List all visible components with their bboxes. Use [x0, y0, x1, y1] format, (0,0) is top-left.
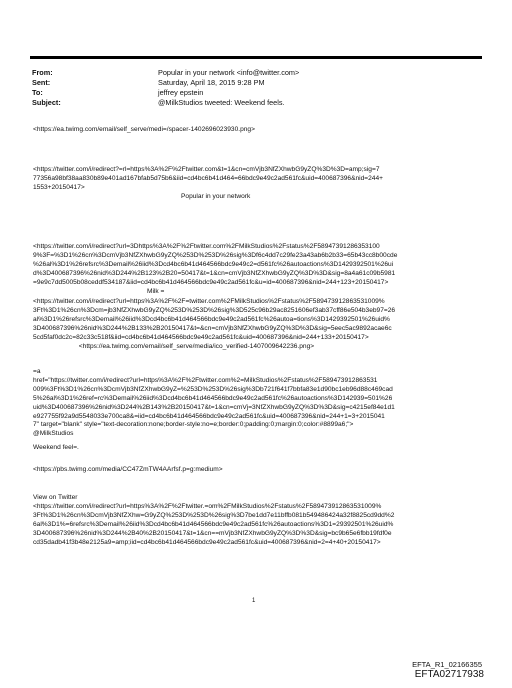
popular-label: Popular in your network [181, 193, 251, 200]
view-on-twitter-label: View on Twitter [33, 494, 78, 501]
header-divider [30, 56, 482, 59]
milk-name: Milk = [147, 288, 165, 295]
spacer-link: <https://ea.twimg.com/email/self_serve/medi=/spacer-1402696023930.png> [33, 126, 255, 133]
page-number: 1 [252, 598, 256, 604]
milk-redirect-block: <https://twitter.com/i/redirect?url=3Dhttps%3A%2F%2Ftwitter.com%2FMilkStudios%2Fstatus%2F58947391286353100 9%3F=%3D1%26cn%3DcmVjb3NfZXhwbG9yZQ%253D%253D%26sig%3Df6c4dd7c29fe23a43ab6b2b33=65b43cc8b00cde %26al%3D1%26refsrc%3Demail%26iid%3Dcd4bc6b41d464566bdc9e49c2=d561fc%26autoactions%3D1429392501%26ui d%3D400687396%26nid%3D244%2B123%2B20=50417&t=1&cn=cmVjb3NfZXhwbG9yZQ%3D%3D&sig=8a4a61c09b5981 =9e9c7dd5005b08ceddf534187&iid=cd4bc6b41d464566bdc9e49c2ad561fc&u=id=400687396&nid=244+123+20150417> [33, 243, 398, 286]
subject-label: Subject: [32, 98, 61, 107]
from-value: Popular in your network <info@twitter.com> [158, 68, 300, 77]
redirect-block: <https://twitter.com/i/redirect?=rl=https%3A%2F%2Ftwitter.com&t=1&cn=cmVjb3NfZXhwbG9yZQ%3D%3D=amp;sig=7 77356a98bf38aa830b89e401ad167bfab5d75b6&iid=cd4bc6b41d464=66bdc9e49c2ad561fc&uid=400687396&nid=244+ 1553+20150417> [33, 166, 383, 191]
verified-redirect-block: <https://twitter.com/i/redirect?url=https%3A%2F%2F=twitter.com%2FMilkStudios%2Fstatus%2F589473912863531009% 3Ft%3D1%26cn%3Dcm=jb3NfZXhwbG9yZQ%253D%253D%26sig%3D525c96b29ac8251606ef3ab37cff86e504b3eb97=26 al%3D1%26refsrc%3Demail%26iid%3Dcd4bc6b41d464566bdc9e49c2ad561fc%26autoa=tions%3D1429392501%26uid% 3D400687396%26nid%3D244%2B133%2B20150417&t=&cn=cmVjb3NfZXhwbG9yZQ%3D%3D&sig=5eec5ac9892acae6c 5cd5faf0dc2c=82c33c518f&iid=cd4bc6b41d464566bdc9e49c2ad561fc&uid=400687396&nid=244+133+20150417> <https://ea.twimg.com/email/self_serve/media/ico_verified-1407009642236.png> [33, 298, 396, 350]
from-label: From: [32, 68, 53, 77]
anchor-block: =a href="https://twitter.com/i/redirect?url=https%3A%2F%2Ftwitter.com%2=MilkStudios%2Fstatus%2F589473912863531 009%3Ft%3D1%26cn%3DcmVjb3NfZXhwbG9yZ=%253D%253D%26sig%3Db721f641f7bbfa83e1d90bc1eb96d88c469cad 5%26al%3D1%26ref=rc%3Demail%26iid%3Dcd4bc6b41d464566bdc9e49c2ad561fc%26autoactions%3D142939=501%26 uid%3D400687396%26nid%3D244%2B143%2B20150417&t=1&cn=cmVj=3NfZXhwbG9yZQ%3D%3D&sig=c4215ef84e1d1 e927755f92a9d5548033e700ca8&=iid=cd4bc6b41d464566bdc9e49c2ad561fc&uid=400687396&nid=244+1=3+2015041 7" target="blank" style="text-decoration:none;border-style:no=e;border:0;padding:0;margin:0;color:#8899a6;"> @MilkStudios [33, 368, 395, 438]
footer-bates-number: EFTA02717938 [414, 669, 484, 680]
email-header [32, 68, 482, 108]
view-redirect-block: <https://twitter.com/i/redirect?url=https%3A%2F%2Ftwitter.=om%2FMilkStudios%2Fstatus%2F589473912863531009% 3Ft%3D1%26cn%3DcmVjb3NfZXhw=G9yZQ%253D%253D%26sig%3D7be1dd7e11bffb081b549486424a32f8825cd9dd%2 6al%3D1%=6refsrc%3Demail%26iid%3Dcd4bc6b41d464566bdc9e49c2ad561fc%26autoactions%3D1=29392501%26uid% 3D400687396%26nid%3D244%2B40%2B20150417&t=1&cn==mVjb3NfZXhwbG9yZQ%3D%3D&sig=bc9b65e6fbb19fdf0e cd35dadb41f3b48e2125a9=amp;iid=cd4bc6b41d464566bdc9e49c2ad561fc&uid=400687396&nid=2=4+40+20150417> [33, 503, 395, 546]
sent-label: Sent: [32, 78, 51, 87]
sent-value: Saturday, April 18, 2015 9:28 PM [158, 78, 265, 87]
weekend-text: Weekend feel=. [33, 444, 79, 451]
subject-value: @MilkStudios tweeted: Weekend feels. [158, 98, 285, 107]
to-value: jeffrey epstein [158, 88, 204, 97]
media-link: <https://pbs.twimg.com/media/CC47ZmTW4AArfsf.p=g:medium> [33, 466, 223, 473]
to-label: To: [32, 88, 43, 97]
footer-doc-id: EFTA_R1_02166355 [412, 660, 482, 669]
